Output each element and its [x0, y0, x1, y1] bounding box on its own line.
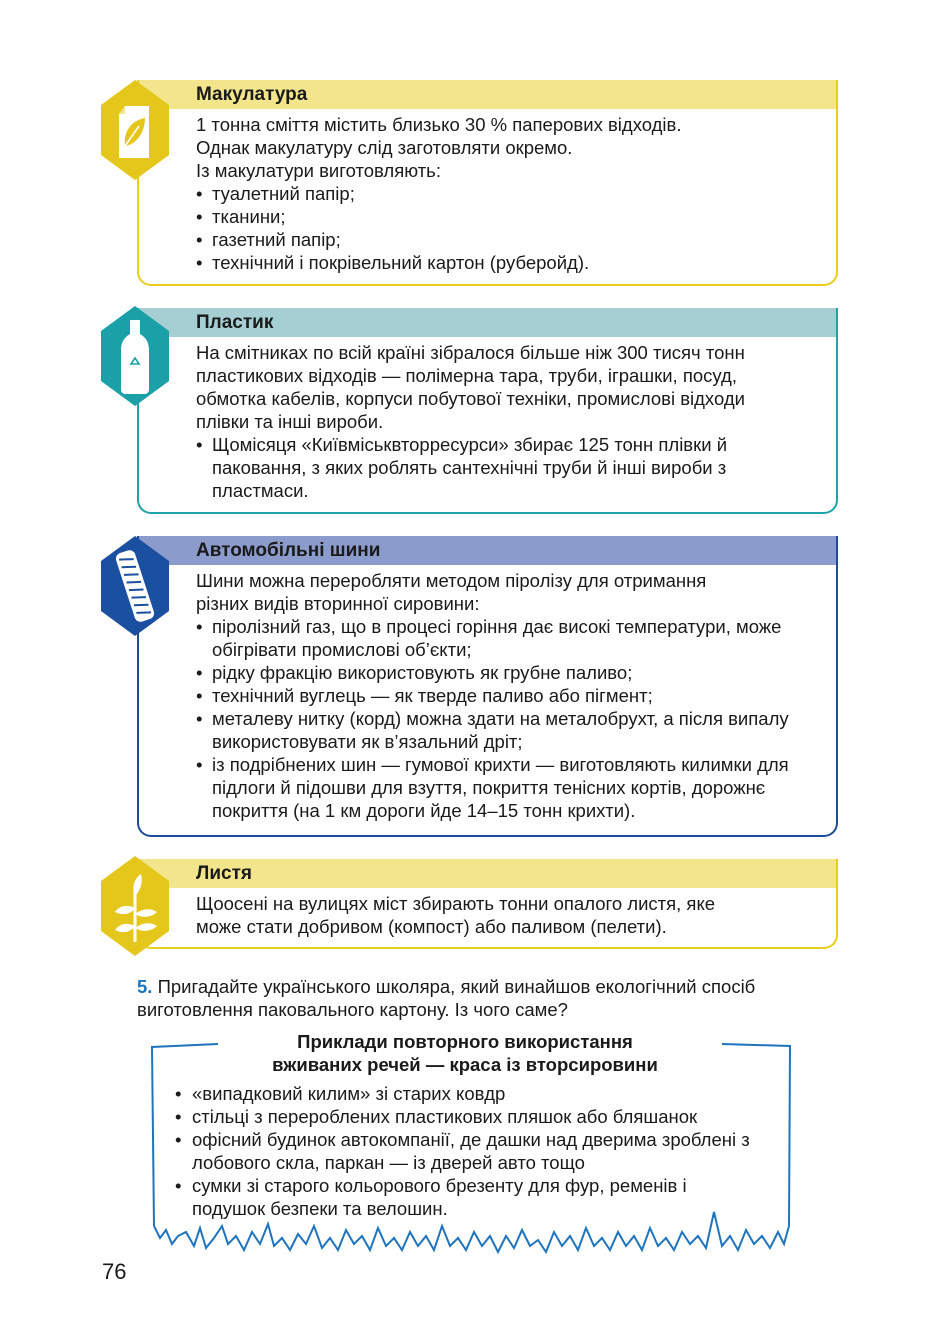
card-title: Листя: [139, 859, 836, 888]
text-line: Щоосені на вулицях міст збирають тонни опалого листя, яке: [196, 893, 716, 914]
list-item: • рідку фракцію використовують як грубне паливо;: [196, 661, 828, 684]
list-item: • туалетний папір;: [196, 182, 828, 205]
frame-title: [210, 1030, 720, 1076]
text-line: 1 тонна сміття містить близько 30 % паперових відходів.: [196, 114, 682, 135]
text-line: Шини можна переробляти методом піролізу для отримання: [196, 570, 707, 591]
text-line: плівки та інші вироби.: [196, 411, 384, 432]
text-line: різних видів вторинної сировини:: [196, 593, 480, 614]
card-title: Пластик: [139, 308, 836, 337]
list-item: • піролізний газ, що в процесі горіння дає високі температури, може обігрівати промислові об’єкти;: [196, 615, 828, 661]
text-line: обмотка кабелів, корпуси побутової техніки, промислові відходи: [196, 388, 745, 409]
frame-title-line: Приклади повторного використання: [297, 1031, 633, 1052]
list-item: • «випадковий килим» зі старих ковдр: [175, 1082, 795, 1105]
examples-list: [175, 1082, 795, 1220]
text-line: може стати добривом (компост) або паливом (пелети).: [196, 916, 667, 937]
list-item: • технічний і покрівельний картон (руберойд).: [196, 251, 828, 274]
text-line: Однак макулатуру слід заготовляти окремо.: [196, 137, 573, 158]
list-item: • із подрібнених шин — гумової крихти — виготовляють килимки для підлоги й підошви для взуття, покриття тенісних кортів, дорожнє покриття (на 1 км дороги йде 14–15 тонн крихти).: [196, 753, 828, 822]
list-item: • тканини;: [196, 205, 828, 228]
list-item: • стільці з перероблених пластикових пляшок або бляшанок: [175, 1105, 795, 1128]
list-item: • сумки зі старого кольорового брезенту для фур, ременів і подушок безпеки та велошин.: [175, 1174, 762, 1220]
question-text: Пригадайте українського школяра, який винайшов екологічний спосіб виготовлення паковального картону. Із чого саме?: [137, 976, 756, 1020]
text-line: пластикових відходів — полімерна тара, труби, іграшки, посуд,: [196, 365, 737, 386]
text-line: На смітниках по всій країні зібралося більше ніж 300 тисяч тонн: [196, 342, 745, 363]
card-title: Автомобільні шини: [139, 536, 836, 565]
list-item: • металеву нитку (корд) можна здати на металобрухт, а після випалу використовувати як в’язальний дріт;: [196, 707, 828, 753]
frame-title-line: вживаних речей — краса із вторсировини: [272, 1054, 658, 1075]
list-item: • офісний будинок автокомпанії, де дашки над дверима зроблені з лобового скла, паркан — із дверей авто тощо: [175, 1128, 752, 1174]
list-item: • газетний папір;: [196, 228, 828, 251]
list-item: • технічний вуглець — як тверде паливо або пігмент;: [196, 684, 828, 707]
question-number: 5.: [137, 976, 153, 997]
page-number: 76: [102, 1259, 127, 1284]
text-line: Із макулатури виготовляють:: [196, 160, 441, 181]
list-item: • Щомісяця «Київміськвторресурси» збирає 125 тонн плівки й паковання, з яких роблять сантехнічні труби й інші вироби з пластмаси.: [196, 433, 798, 502]
card-title: Макулатура: [139, 80, 836, 109]
